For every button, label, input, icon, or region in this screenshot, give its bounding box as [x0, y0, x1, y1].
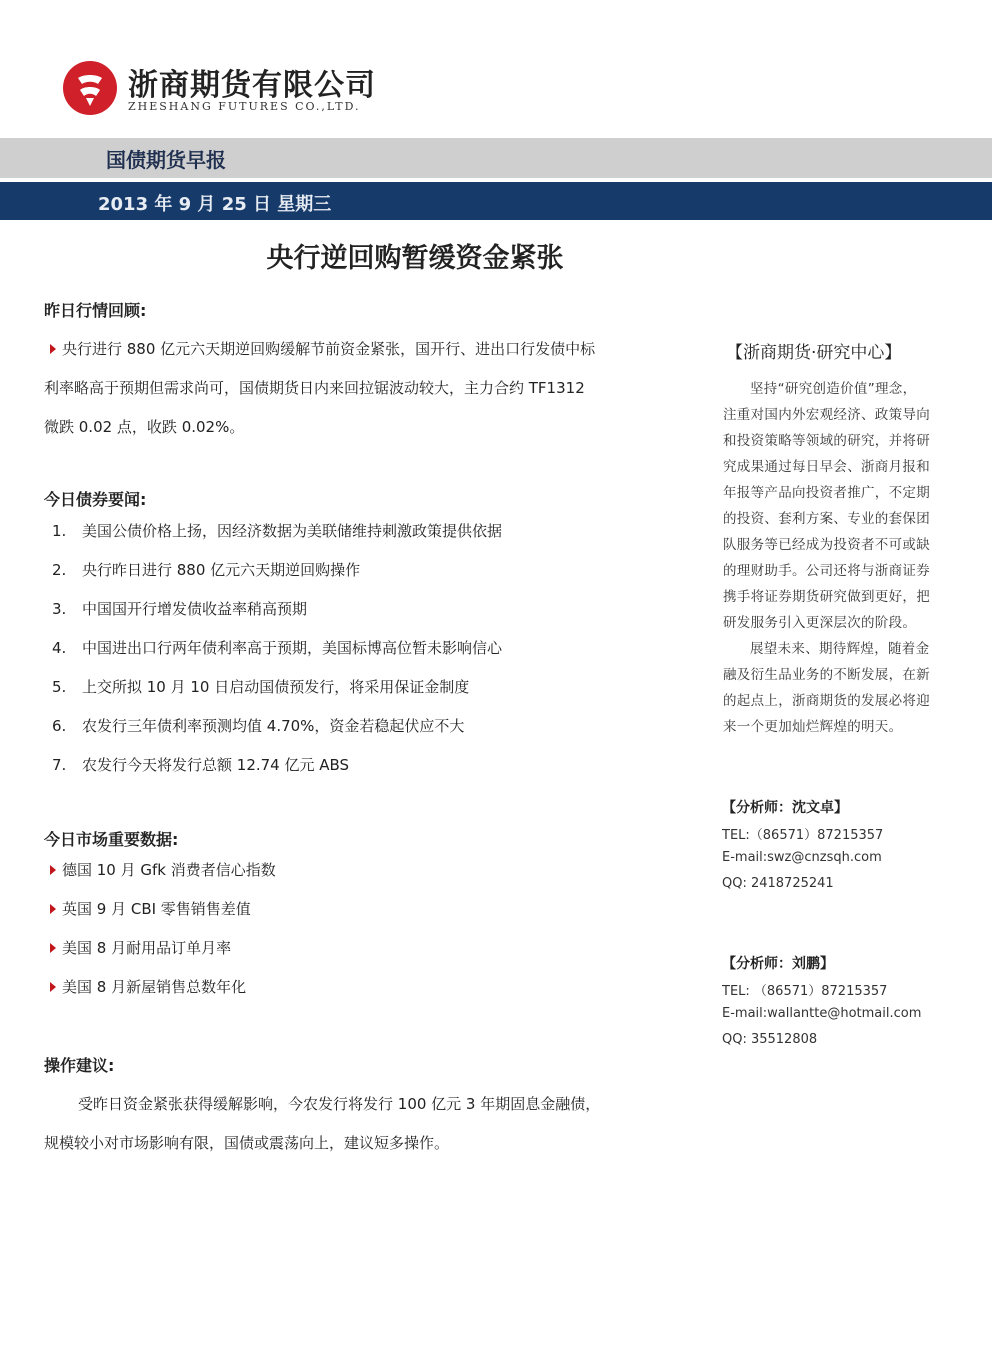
company-name-cn: 浙商期货有限公司 — [128, 68, 376, 103]
company-name-en: ZHESHANG FUTURES CO.,LTD. — [128, 100, 361, 113]
research-center-text: 坚持“研究创造价值”理念， 注重对国内外宏观经济、政策导向 和投资策略等领域的研究，并将研 究成果通过每日早会、浙商月报和 年报等产品向投资者推广，不定期 的投资、套利方案、专业的套保团 队服务等已经成为投资者不可或缺 的理财助手。公司还将与浙商证券 携手将证券期货研究做到更好，把 研发服务引入更深层次的阶段。 展望未来、期待辉煌，随着金 融及衍生品业务的不断发展，在新 的起点上，浙商期货的发展必将迎 来一个更加灿烂辉煌的明天。 — [723, 381, 930, 735]
analyst-email: E-mail:wallantte@hotmail.com — [722, 1006, 922, 1021]
bullet-triangle-icon — [50, 982, 56, 992]
review-line: 央行进行 880 亿元六天期逆回购缓解节前资金紧张，国开行、进出口行发债中标 — [50, 338, 595, 359]
research-center-title: 【浙商期货·研究中心】 — [726, 343, 902, 363]
news-item: 1. 美国公债价格上扬，因经济数据为美联储维持刺激政策提供依据 — [52, 522, 503, 540]
bullet-triangle-icon — [50, 865, 56, 875]
analyst-title: 【分析师：刘鹏】 — [722, 956, 834, 972]
bullet-triangle-icon — [50, 344, 56, 354]
news-section-title: 今日债券要闻: — [44, 490, 147, 509]
analyst-email: E-mail:swz@cnzsqh.com — [722, 850, 882, 865]
analyst-tel: TEL: （86571）87215357 — [722, 984, 888, 999]
analyst-qq: QQ: 35512808 — [722, 1032, 818, 1047]
advice-section-title: 操作建议: — [44, 1056, 115, 1075]
analyst-title: 【分析师：沈文卓】 — [722, 800, 848, 816]
analyst-qq: QQ: 2418725241 — [722, 876, 834, 891]
market-section-title: 今日市场重要数据: — [44, 830, 179, 849]
review-section-title: 昨日行情回顾: — [44, 301, 147, 320]
advice-line: 受昨日资金紧张获得缓解影响，今农发行将发行 100 亿元 3 年期固息金融债， — [78, 1095, 601, 1113]
report-type: 国债期货早报 — [106, 148, 226, 172]
news-item: 5. 上交所拟 10 月 10 日启动国债预发行，将采用保证金制度 — [52, 678, 470, 696]
news-item: 4. 中国进出口行两年债利率高于预期，美国标博高位暂未影响信心 — [52, 639, 503, 657]
market-item: 英国 9 月 CBI 零售销售差值 — [50, 898, 251, 919]
market-item: 美国 8 月新屋销售总数年化 — [50, 976, 246, 997]
analyst-tel: TEL:（86571）87215357 — [722, 828, 884, 843]
news-item: 2. 央行昨日进行 880 亿元六天期逆回购操作 — [52, 561, 361, 579]
report-date-band — [0, 182, 992, 220]
review-line: 利率略高于预期但需求尚可，国债期货日内来回拉锯波动较大，主力合约 TF1312 — [44, 379, 585, 397]
review-line: 微跌 0.02 点，收跌 0.02%。 — [44, 418, 245, 436]
report-type-band — [0, 138, 992, 178]
bullet-triangle-icon — [50, 904, 56, 914]
news-item: 7. 农发行今天将发行总额 12.74 亿元 ABS — [52, 756, 350, 774]
market-item: 美国 8 月耐用品订单月率 — [50, 937, 231, 958]
news-item: 3. 中国国开行增发债收益率稍高预期 — [52, 600, 308, 618]
advice-line: 规模较小对市场影响有限，国债或震荡向上，建议短多操作。 — [44, 1134, 450, 1152]
market-item: 德国 10 月 Gfk 消费者信心指数 — [50, 859, 276, 880]
company-logo-icon — [62, 60, 118, 116]
report-date: 2013 年 9 月 25 日 星期三 — [98, 194, 332, 215]
report-headline: 央行逆回购暂缓资金紧张 — [266, 243, 564, 274]
news-item: 6. 农发行三年债利率预测均值 4.70%，资金若稳起伏应不大 — [52, 717, 465, 735]
bullet-triangle-icon — [50, 943, 56, 953]
